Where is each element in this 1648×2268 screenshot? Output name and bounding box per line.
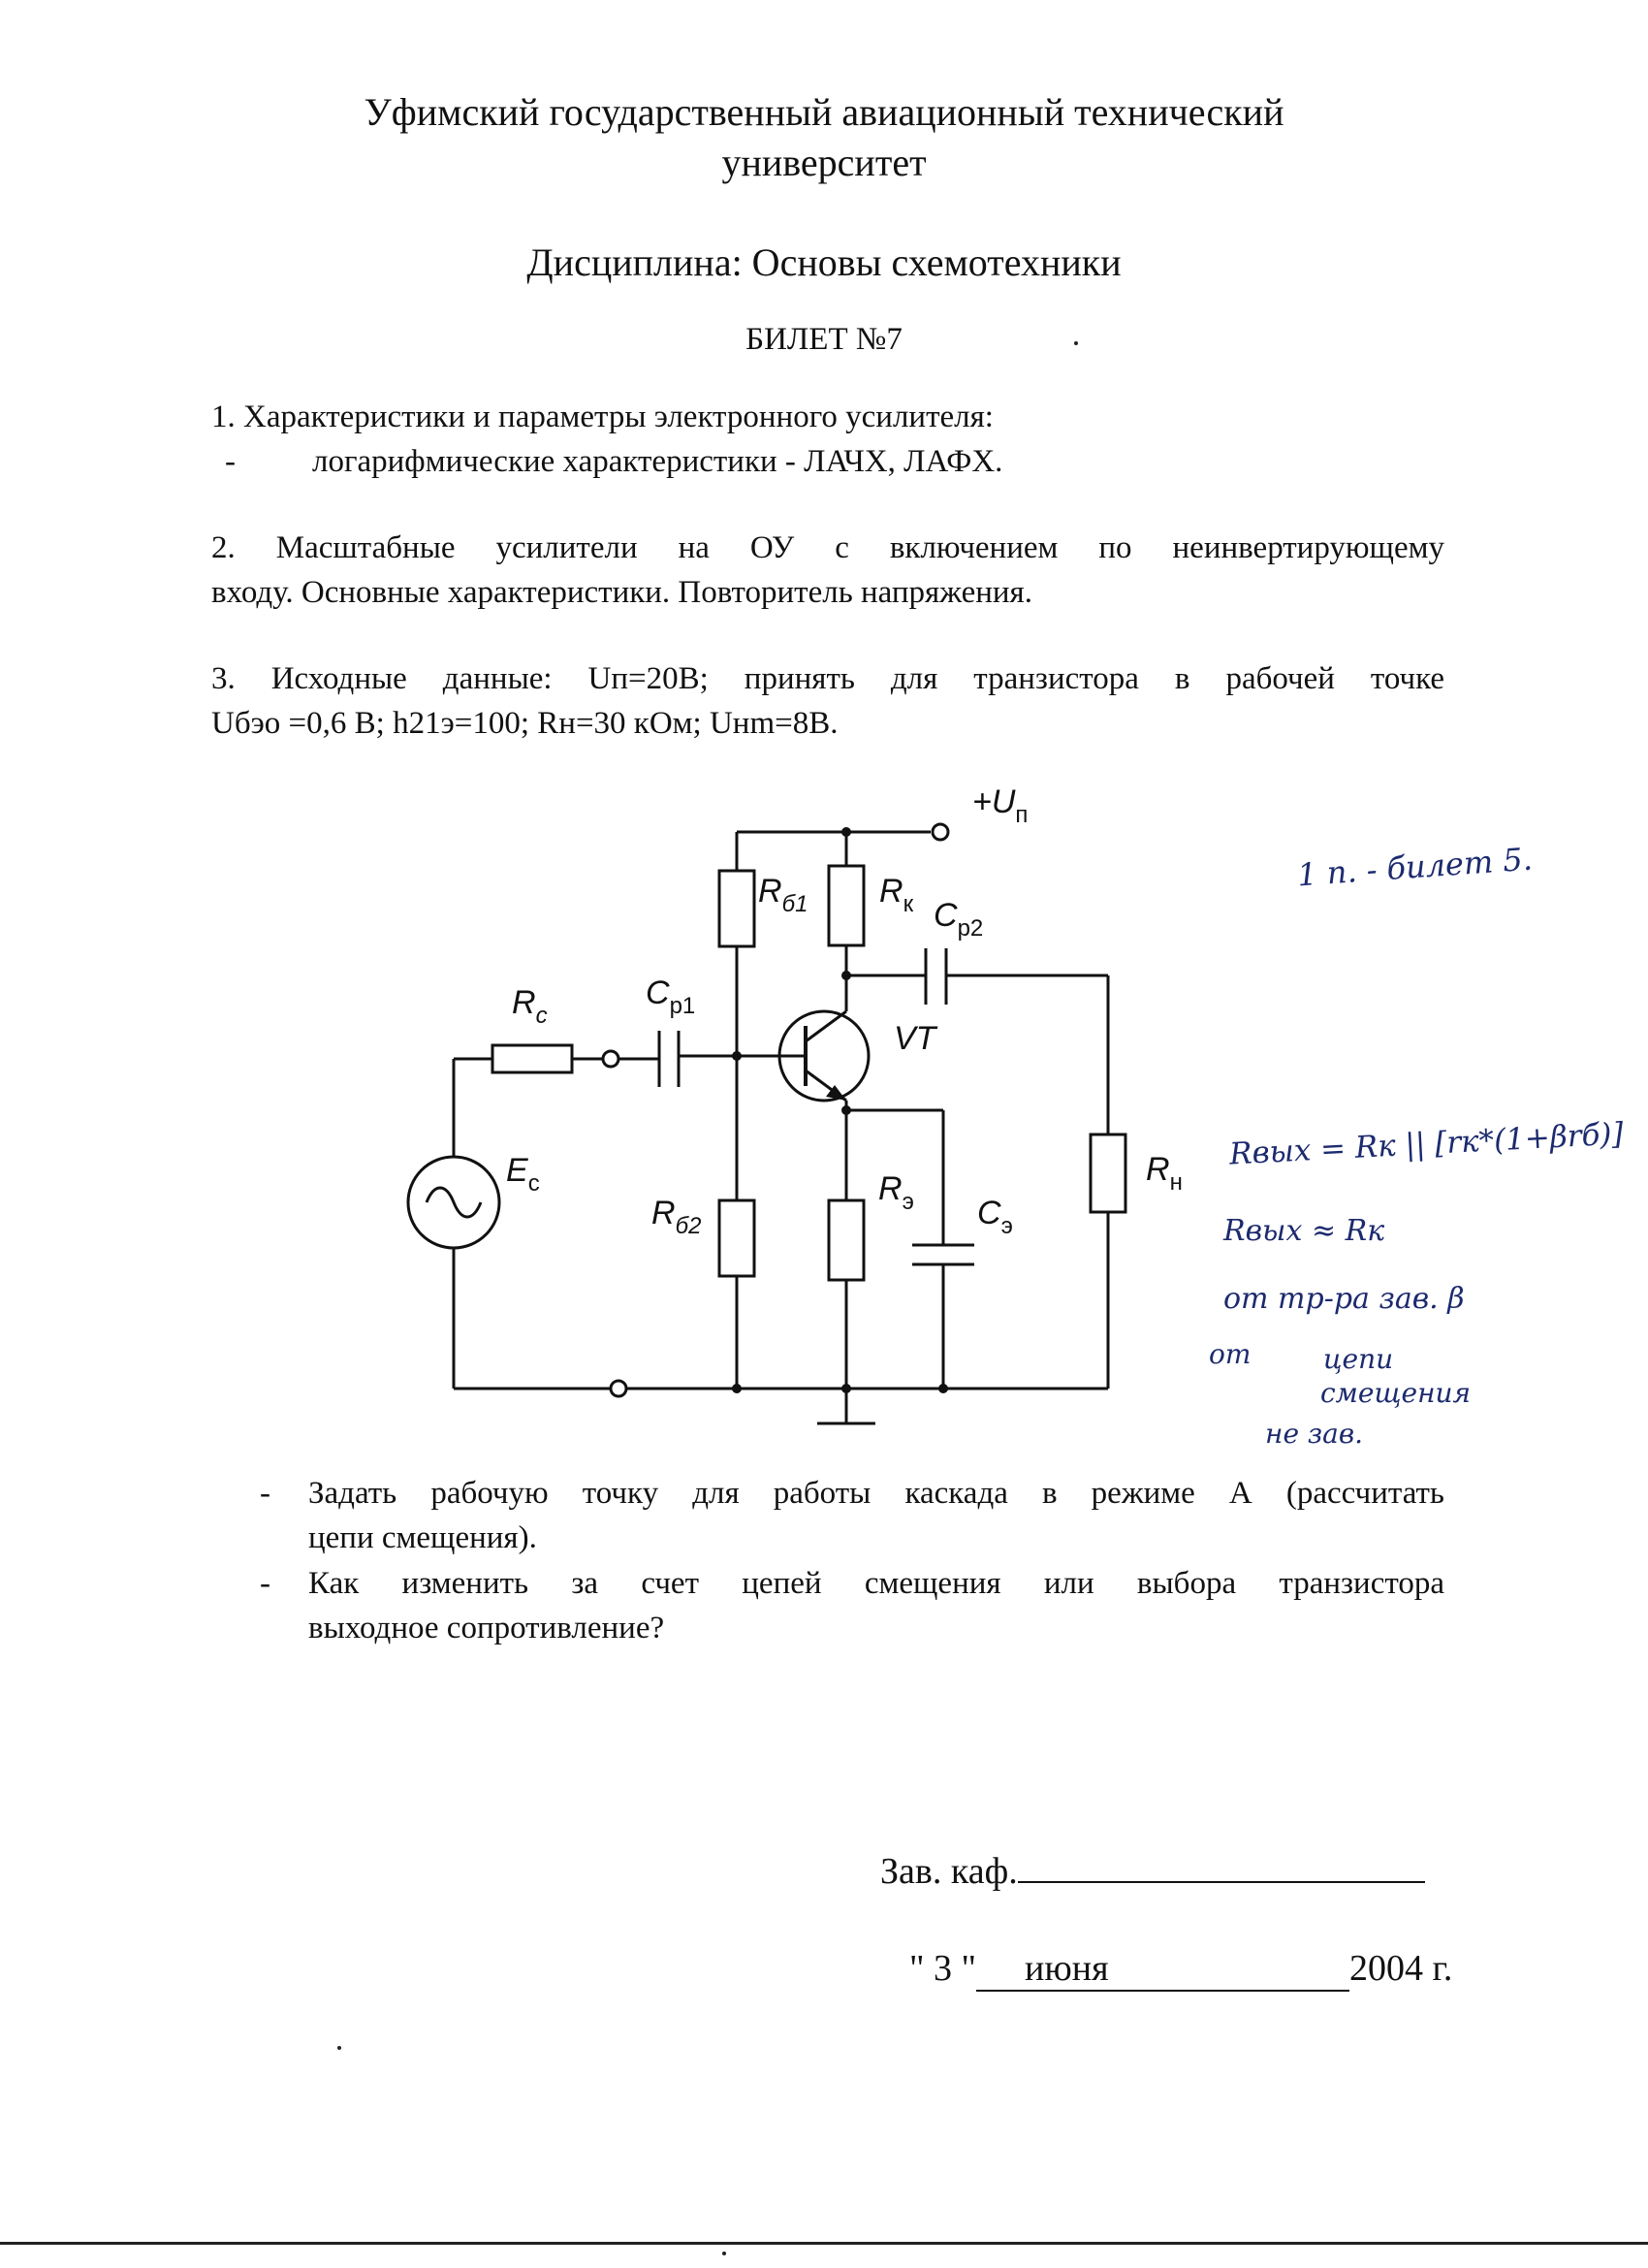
handwritten-dependency-transistor: от тр-ра зав. β [1223,1282,1465,1316]
resistor-rb1 [719,871,754,946]
handwritten-circuit-word: цепи [1323,1343,1394,1375]
label-rb1: $R_{б1}$ [758,873,808,917]
ticket-number: БИЛЕТ №7 [745,322,903,357]
label-rb2: $R_{б2}$ [651,1195,702,1239]
question-1-item: логарифмические характеристики - ЛАЧХ, ЛАФХ. [312,444,1003,479]
date-month: июня [1025,1948,1109,1989]
question-2-line-2: входу. Основные характеристики. Повторитель напряжения. [211,575,1032,610]
supply-terminal [933,824,948,840]
task-2-dash: - [260,1566,270,1601]
head-of-department-label: Зав. каф. [880,1851,1018,1892]
handwritten-approx: Rвых ≈ Rк [1223,1214,1385,1248]
label-vt: VT [894,1020,936,1057]
task-2-line-1: Как изменить за счет цепей смещения или выбора транзистора [308,1566,1444,1601]
scan-speck [337,2046,341,2050]
task-1-line-1: Задать рабочую точку для работы каскада в режиме А (рассчитать [308,1476,1444,1511]
date-year: 2004 г. [1349,1948,1453,1989]
date-day: " 3 " [909,1948,977,1989]
task-2-line-2: выходное сопротивление? [308,1611,665,1645]
handwritten-independent: не зав. [1265,1418,1364,1450]
scan-speck [1074,341,1078,345]
date-month-line [976,1947,1349,1992]
question-1-dash: - [225,444,236,479]
resistor-rc [492,1045,572,1072]
label-rk: $R_к$ [879,873,914,917]
label-re: $R_э$ [878,1170,914,1215]
label-supply: $+U_п$ [972,783,1029,828]
label-cp2: $C_{р2}$ [934,897,984,942]
handwritten-formula: Rвых = Rк || [rк*(1+βrб)] [1228,1116,1625,1172]
handwritten-dependency-from: от [1209,1338,1252,1370]
label-ec: $E_с$ [506,1152,540,1197]
scan-bottom-edge [0,2242,1648,2245]
label-cp1: $C_{р1}$ [646,974,696,1019]
label-ce: $C_э$ [977,1195,1013,1239]
handwritten-note-ticket: 1 п. - билет 5. [1295,840,1534,894]
task-1-line-2: цепи смещения). [308,1520,537,1555]
task-1-dash: - [260,1476,270,1511]
signature-line [1018,1881,1425,1883]
resistor-rn [1091,1134,1125,1212]
resistor-rk [829,866,864,945]
question-2-line-1: 2. Масштабные усилители на ОУ с включением по неинвертирующему [211,530,1444,565]
output-ground-terminal [611,1381,626,1396]
scan-speck [722,2252,726,2255]
resistor-re [829,1200,864,1280]
signature-date [909,1947,1452,1992]
label-rc: $R_с$ [512,984,548,1029]
university-line-1: Уфимский государственный авиационный технический [364,90,1284,134]
sine-wave-icon [427,1188,481,1217]
question-1-title: 1. Характеристики и параметры электронного усилителя: [211,399,994,434]
question-3-line-1: 3. Исходные данные: Uп=20В; принять для транзистора в рабочей точке [211,661,1444,696]
university-line-2: университет [721,141,927,184]
resistor-rb2 [719,1200,754,1276]
head-of-department-signature [880,1850,1425,1893]
label-rn: $R_н$ [1146,1151,1183,1196]
input-terminal [603,1051,618,1067]
discipline-title: Дисциплина: Основы схемотехники [526,240,1122,284]
handwritten-bias-word: смещения [1320,1377,1472,1409]
question-3-line-2: Uбэо =0,6 В; h21э=100; Rн=30 кОм; Uнm=8В. [211,706,839,741]
